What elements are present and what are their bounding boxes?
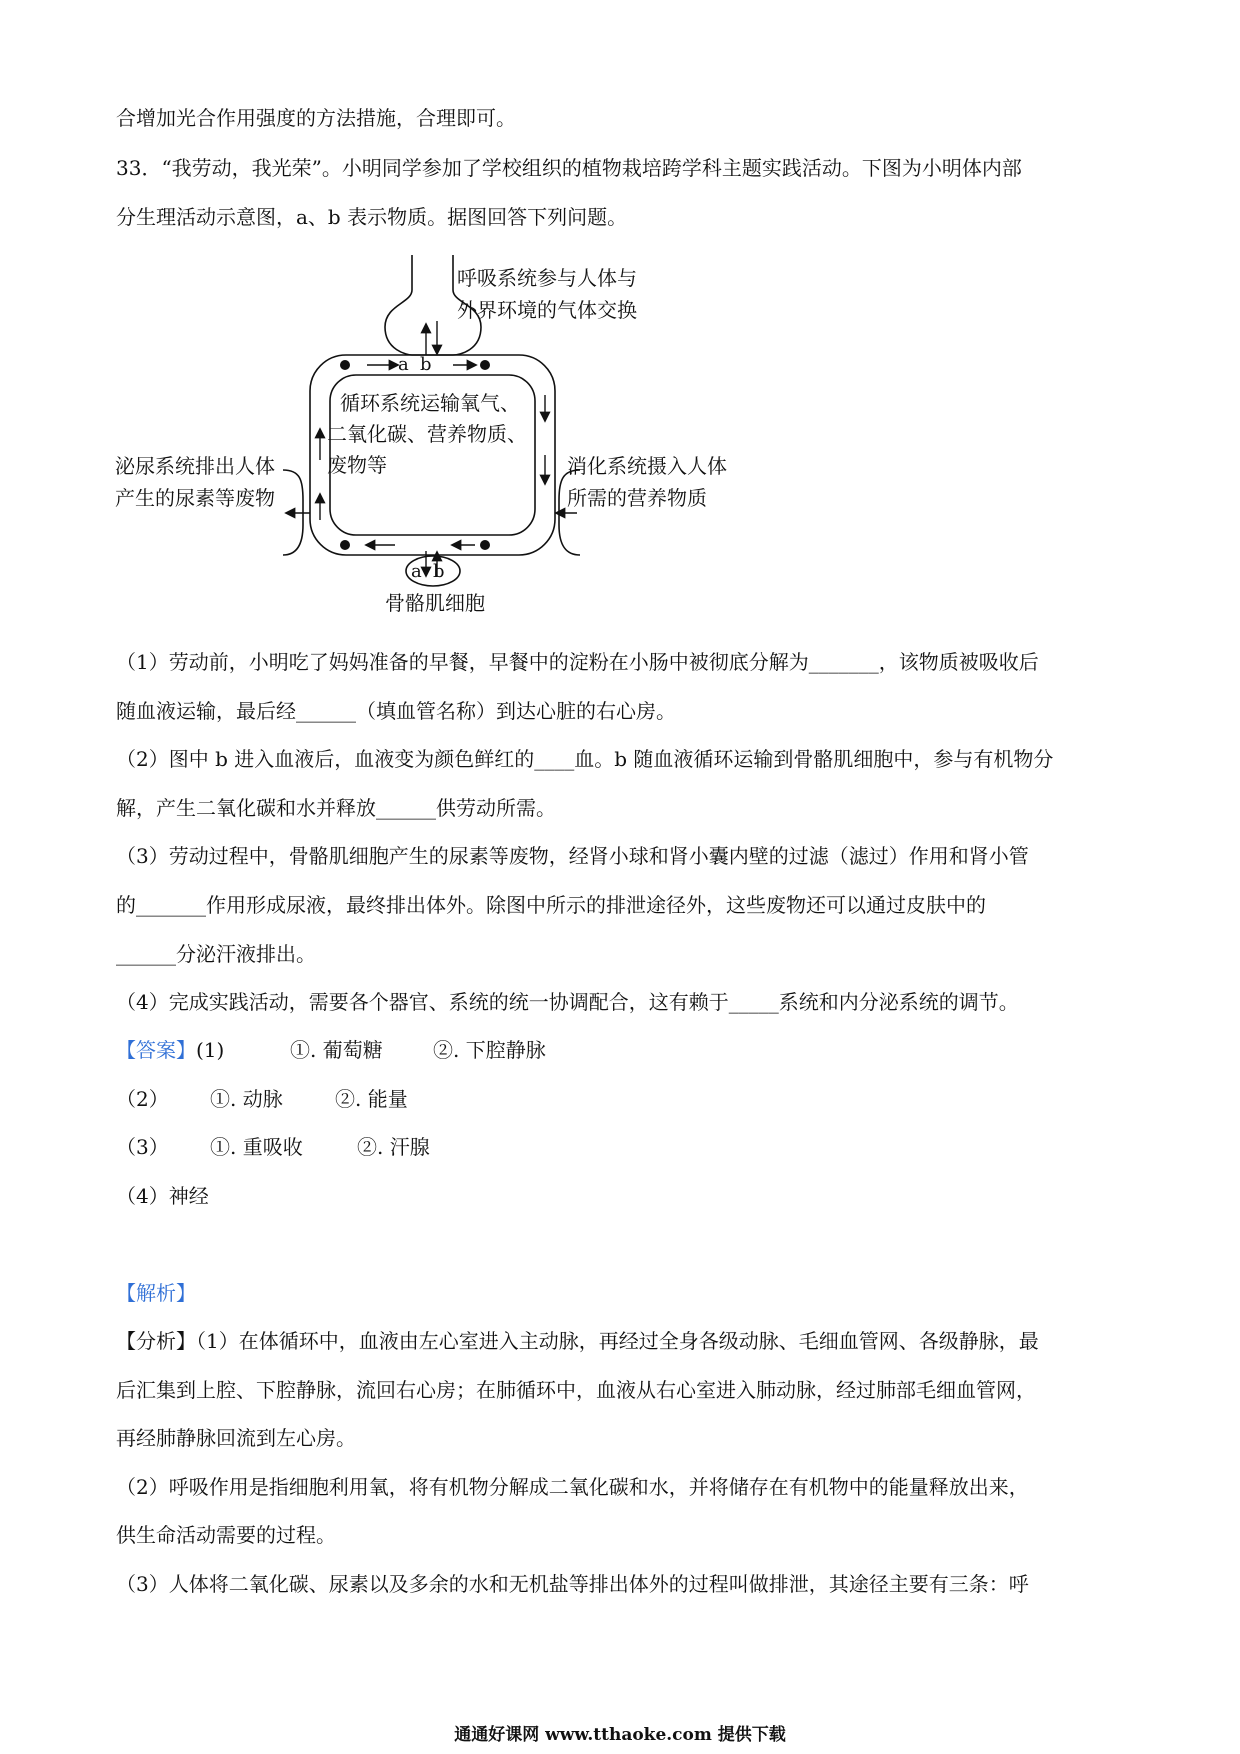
analysis-line-2: 后汇集到上腔、下腔静脉，流回右心房；在肺循环中，血液从右心室进入肺动脉，经过肺部毛细血管网， <box>116 1378 1036 1402</box>
capillary-dot <box>340 360 350 370</box>
urinary-label-2: 产生的尿素等废物 <box>115 486 275 510</box>
analysis-1-text: （1）在体循环中，血液由左心室进入主动脉，再经过全身各级动脉、毛细血管网、各级静脉，最 <box>196 1329 1039 1353</box>
question-2-line-1: （2）图中 b 进入血液后，血液变为颜色鲜红的____血。b 随血液循环运输到骨骼肌细胞中，参与有机物分 <box>116 747 1054 771</box>
label-b-top: b <box>420 354 432 375</box>
question-33-stem: 33．“我劳动，我光荣”。小明同学参加了学校组织的植物栽培跨学科主题实践活动。下图为小明体内部 <box>116 156 1022 180</box>
label-a-bottom: a <box>411 561 422 582</box>
question-1-line-2: 随血液运输，最后经______（填血管名称）到达心脏的右心房。 <box>116 699 676 723</box>
analysis-line-4: （2）呼吸作用是指细胞利用氧，将有机物分解成二氧化碳和水，并将储存在有机物中的能量释放出来， <box>116 1475 1029 1499</box>
label-a-top: a <box>398 354 409 375</box>
fenxi-label: 【分析】 <box>116 1329 196 1353</box>
footer-source: 通通好课网 www.tthaoke.com 提供下载 <box>454 1725 786 1745</box>
digestive-label-1: 消化系统摄入人体 <box>567 454 727 478</box>
capillary-dot <box>480 360 490 370</box>
circulation-diagram <box>115 255 835 627</box>
question-2-line-2: 解，产生二氧化碳和水并释放______供劳动所需。 <box>116 796 556 820</box>
urinary-label-1: 泌尿系统排出人体 <box>115 454 275 478</box>
respiratory-label-2: 外界环境的气体交换 <box>457 298 637 322</box>
capillary-dot <box>480 540 490 550</box>
text-line: 合增加光合作用强度的方法措施，合理即可。 <box>116 106 516 130</box>
respiratory-label-1: 呼吸系统参与人体与 <box>457 266 637 290</box>
circulation-label-1: 循环系统运输氧气、 <box>340 391 520 415</box>
digestive-label-2: 所需的营养物质 <box>567 486 707 510</box>
answer-3-part-1: ①. 重吸收 <box>210 1135 303 1159</box>
muscle-cell-label: 骨骼肌细胞 <box>385 591 485 615</box>
question-3-line-1: （3）劳动过程中，骨骼肌细胞产生的尿素等废物，经肾小球和肾小囊内壁的过滤（滤过）作用和肾小管 <box>116 844 1029 868</box>
answer-row-1 <box>116 1036 224 1064</box>
answer-2-part-2: ②. 能量 <box>335 1087 408 1111</box>
question-33-stem-cont: 分生理活动示意图，a、b 表示物质。据图回答下列问题。 <box>116 205 628 229</box>
label-b-bottom: b <box>433 561 445 582</box>
question-4-line: （4）完成实践活动，需要各个器官、系统的统一协调配合，这有赖于_____系统和内分泌系统的调节。 <box>116 990 1019 1014</box>
analysis-line-1 <box>116 1327 1039 1355</box>
answer-1-part-2: ②. 下腔静脉 <box>433 1038 546 1062</box>
question-1-line-1: （1）劳动前，小明吃了妈妈准备的早餐，早餐中的淀粉在小肠中被彻底分解为_______，该物质被吸收后 <box>116 650 1039 674</box>
answer-num-1: (1) <box>196 1038 225 1062</box>
analysis-line-3: 再经肺静脉回流到左心房。 <box>116 1426 356 1450</box>
analysis-label: 【解析】 <box>116 1281 196 1305</box>
answer-2-part-1: ①. 动脉 <box>210 1087 283 1111</box>
answer-num-3: （3） <box>116 1135 169 1159</box>
question-3-line-2: 的_______作用形成尿液，最终排出体外。除图中所示的排泄途径外，这些废物还可以通过皮肤中的 <box>116 893 986 917</box>
answer-3-part-2: ②. 汗腺 <box>357 1135 430 1159</box>
answer-4: （4）神经 <box>116 1184 209 1208</box>
circulation-label-3: 废物等 <box>327 453 387 477</box>
circulation-label-2: 二氧化碳、营养物质、 <box>327 422 527 446</box>
capillary-dot <box>340 540 350 550</box>
answer-1-part-1: ①. 葡萄糖 <box>290 1038 383 1062</box>
answer-num-2: （2） <box>116 1087 169 1111</box>
question-3-line-3: ______分泌汗液排出。 <box>116 942 316 966</box>
analysis-line-6: （3）人体将二氧化碳、尿素以及多余的水和无机盐等排出体外的过程叫做排泄，其途径主要有三条：呼 <box>116 1572 1029 1596</box>
answer-label: 【答案】 <box>116 1038 196 1062</box>
analysis-line-5: 供生命活动需要的过程。 <box>116 1523 336 1547</box>
